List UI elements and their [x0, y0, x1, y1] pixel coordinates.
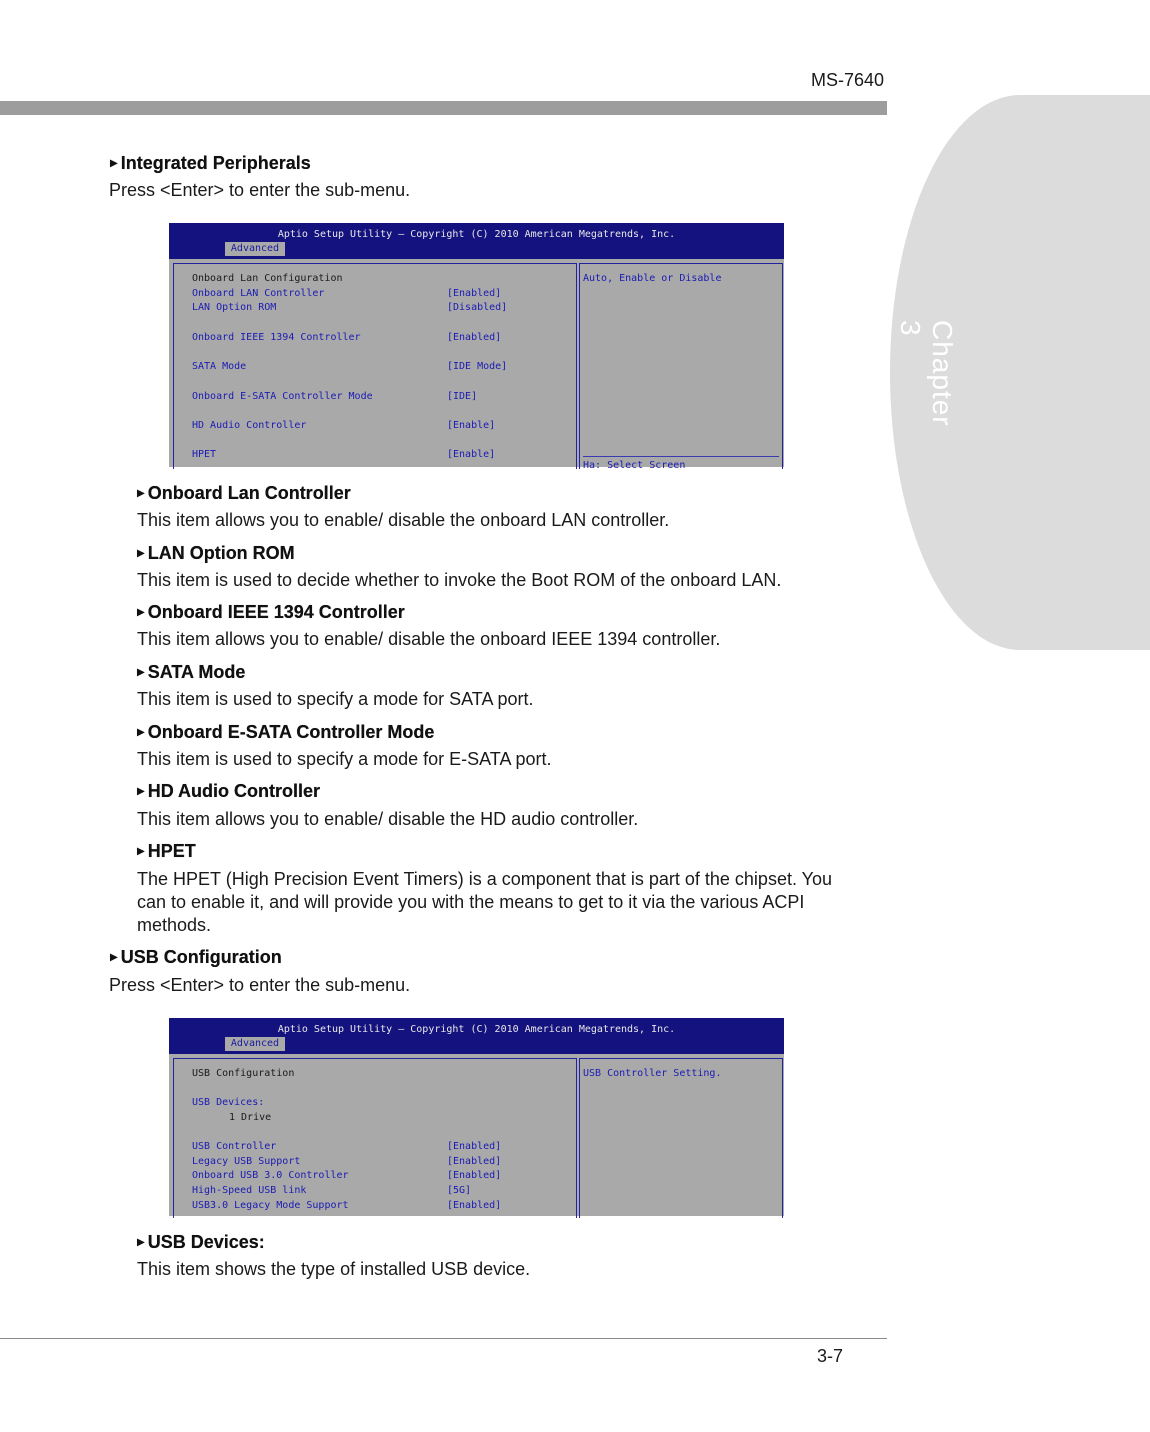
section-heading-integrated — [110, 153, 311, 174]
bios-item-label: Onboard IEEE 1394 Controller — [192, 332, 361, 343]
model-number: MS-7640 — [810, 70, 884, 90]
header-bar — [0, 101, 887, 115]
section-desc-lan-rom: This item is used to decide whether to invoke the Boot ROM of the onboard LAN. — [137, 570, 782, 590]
bios-help-divider — [583, 456, 779, 457]
bullet-triangle-icon: ▶ — [137, 846, 145, 857]
heading-text: USB Configuration — [120, 947, 282, 967]
heading-text: HD Audio Controller — [147, 781, 321, 801]
section-heading-sata-mode — [137, 662, 245, 683]
bios-heading: Onboard Lan Configuration — [192, 273, 343, 284]
heading-text: HPET — [147, 841, 196, 861]
bios-title: Aptio Setup Utility – Copyright (C) 2010 American Megatrends, Inc. — [277, 1024, 676, 1035]
bios-item-label: High-Speed USB link — [192, 1185, 307, 1196]
bios-item-label: Onboard USB 3.0 Controller — [192, 1170, 349, 1181]
bios-item-value: [Enable] — [447, 449, 496, 460]
section-heading-ieee1394 — [137, 602, 405, 623]
bios-screenshot-integrated — [169, 223, 784, 471]
bios-item-value: [Enabled] — [447, 1141, 502, 1152]
bios-item-value: [Enabled] — [447, 1156, 502, 1167]
section-heading-esata — [137, 722, 434, 743]
bios-item-label: LAN Option ROM — [192, 302, 277, 313]
heading-text: Onboard IEEE 1394 Controller — [147, 602, 405, 622]
bullet-triangle-icon: ▶ — [110, 158, 118, 169]
bios-item-value: [Enable] — [447, 420, 496, 431]
heading-text: USB Devices: — [147, 1232, 265, 1252]
heading-text: Integrated Peripherals — [120, 153, 311, 173]
section-heading-usb-config — [110, 947, 282, 968]
footer-rule — [0, 1338, 887, 1339]
bios-help-text: USB Controller Setting. — [583, 1068, 722, 1079]
bios-item-label: HD Audio Controller — [192, 420, 307, 431]
section-desc-hpet: The HPET (High Precision Event Timers) is a component that is part of the chipset. You can to enable it, and will provide you with the means to get to it via the various ACPI methods. — [137, 869, 833, 935]
bios-item-value: [IDE] — [447, 391, 478, 402]
section-desc-ieee1394: This item allows you to enable/ disable the onboard IEEE 1394 controller. — [137, 629, 721, 649]
heading-text: Onboard E-SATA Controller Mode — [147, 722, 435, 742]
bios-tab-advanced: Advanced — [225, 242, 285, 256]
section-heading-hpet — [137, 841, 196, 862]
bios-item-label: HPET — [192, 449, 217, 460]
bios-devices-value: 1 Drive — [229, 1112, 272, 1123]
bios-help-keys: Ha: Select Screen — [583, 460, 686, 471]
section-desc-usb-config: Press <Enter> to enter the sub-menu. — [109, 975, 411, 995]
bios-item-value: [Enabled] — [447, 332, 502, 343]
bios-item-value: [Enabled] — [447, 1200, 502, 1211]
bios-item-label: Legacy USB Support — [192, 1156, 301, 1167]
page-number: 3-7 — [817, 1346, 844, 1366]
bios-screenshot-usb — [169, 1018, 784, 1216]
heading-text: Onboard Lan Controller — [147, 483, 351, 503]
section-desc-sata-mode: This item is used to specify a mode for SATA port. — [137, 689, 534, 709]
section-heading-lan-rom — [137, 543, 295, 564]
bios-title: Aptio Setup Utility – Copyright (C) 2010 American Megatrends, Inc. — [277, 229, 676, 240]
bios-item-value: [Enabled] — [447, 288, 502, 299]
bios-item-value: [Enabled] — [447, 1170, 502, 1181]
bios-item-value: [Disabled] — [447, 302, 508, 313]
section-heading-onboard-lan — [137, 483, 351, 504]
bios-item-label: SATA Mode — [192, 361, 247, 372]
bios-title-bar — [169, 1018, 784, 1054]
bios-item-label: USB3.0 Legacy Mode Support — [192, 1200, 349, 1211]
bios-settings-pane — [173, 1058, 577, 1218]
bios-help-pane — [579, 1058, 783, 1218]
bullet-triangle-icon: ▶ — [137, 1237, 145, 1248]
bios-devices-label: USB Devices: — [192, 1097, 265, 1108]
heading-text: LAN Option ROM — [147, 543, 295, 563]
section-desc-onboard-lan: This item allows you to enable/ disable the onboard LAN controller. — [137, 510, 670, 530]
bios-help-pane — [579, 263, 783, 469]
chapter-label: Chapter 3 — [895, 320, 958, 427]
bullet-triangle-icon: ▶ — [137, 667, 145, 678]
section-desc-hd-audio: This item allows you to enable/ disable the HD audio controller. — [137, 809, 639, 829]
bios-item-label: USB Controller — [192, 1141, 277, 1152]
bullet-triangle-icon: ▶ — [137, 488, 145, 499]
bios-settings-pane — [173, 263, 577, 469]
section-desc-integrated: Press <Enter> to enter the sub-menu. — [109, 180, 411, 200]
chapter-tab — [890, 95, 958, 650]
bios-heading: USB Configuration — [192, 1068, 295, 1079]
bullet-triangle-icon: ▶ — [137, 727, 145, 738]
section-heading-hd-audio — [137, 781, 320, 802]
heading-text: SATA Mode — [147, 662, 246, 682]
bios-item-value: [IDE Mode] — [447, 361, 508, 372]
section-desc-usb-devices: This item shows the type of installed USB device. — [137, 1259, 531, 1279]
bios-item-value: [5G] — [447, 1185, 472, 1196]
bullet-triangle-icon: ▶ — [137, 786, 145, 797]
bullet-triangle-icon: ▶ — [137, 607, 145, 618]
bios-help-text: Auto, Enable or Disable — [583, 273, 722, 284]
section-heading-usb-devices — [137, 1232, 265, 1253]
bios-item-label: Onboard LAN Controller — [192, 288, 325, 299]
bullet-triangle-icon: ▶ — [110, 952, 118, 963]
bios-item-label: Onboard E-SATA Controller Mode — [192, 391, 373, 402]
bullet-triangle-icon: ▶ — [137, 548, 145, 559]
bios-tab-advanced: Advanced — [225, 1037, 285, 1051]
bios-title-bar — [169, 223, 784, 259]
section-desc-esata: This item is used to specify a mode for E-SATA port. — [137, 749, 552, 769]
